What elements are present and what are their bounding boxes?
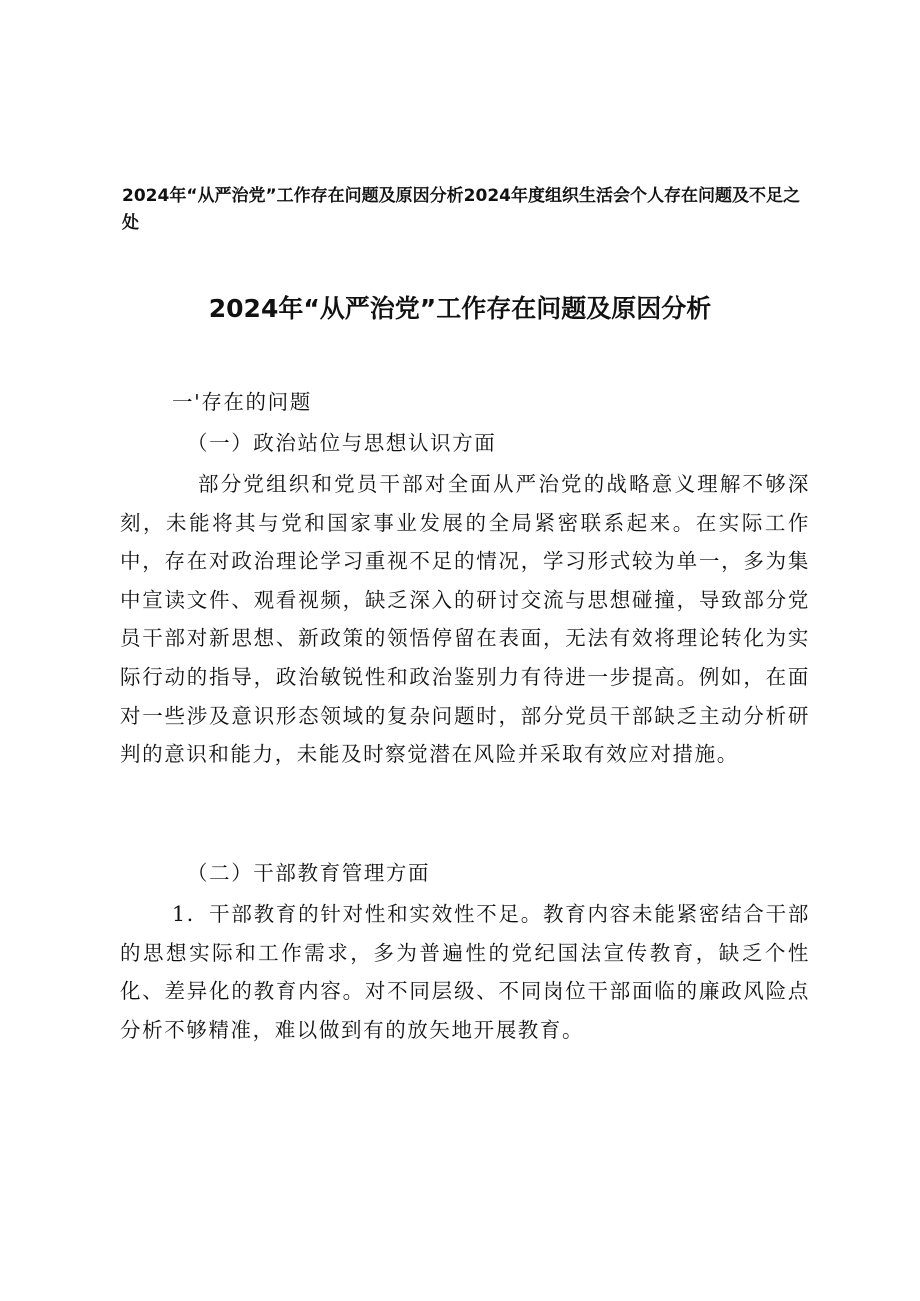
section-heading-problems: 一'存在的问题: [172, 390, 312, 414]
subsection-heading-cadre: （二）干部教育管理方面: [187, 861, 431, 885]
document-title: 2024年“从严治党”工作存在问题及原因分析: [208, 294, 712, 323]
subsection-heading-political: （一）政治站位与思想认识方面: [187, 431, 497, 455]
paragraph-cadre-education: 1．干部教育的针对性和实效性不足。教育内容未能紧密结合干部的思想实际和工作需求，多为普遍性的党纪国法宣传教育，缺乏个性化、差异化的教育内容。对不同层级、不同岗位干部面临的廉政风险点分析不够精准，难以做到有的放矢地开展教育。: [120, 902, 810, 1042]
document-header: 2024年“从严治党”工作存在问题及原因分析2024年度组织生活会个人存在问题及不足之处: [122, 186, 800, 233]
paragraph-political: 部分党组织和党员干部对全面从严治党的战略意义理解不够深刻，未能将其与党和国家事业发展的全局紧密联系起来。在实际工作中，存在对政治理论学习重视不足的情况，学习形式较为单一，多为集中宣读文件、观看视频，缺乏深入的研讨交流与思想碰撞，导致部分党员干部对新思想、新政策的领悟停留在表面，无法有效将理论转化为实际行动的指导，政治敏锐性和政治鉴别力有待进一步提高。例如，在面对一些涉及意识形态领域的复杂问题时，部分党员干部缺乏主动分析研判的意识和能力，未能及时察觉潜在风险并采取有效应对措施。: [120, 472, 810, 767]
